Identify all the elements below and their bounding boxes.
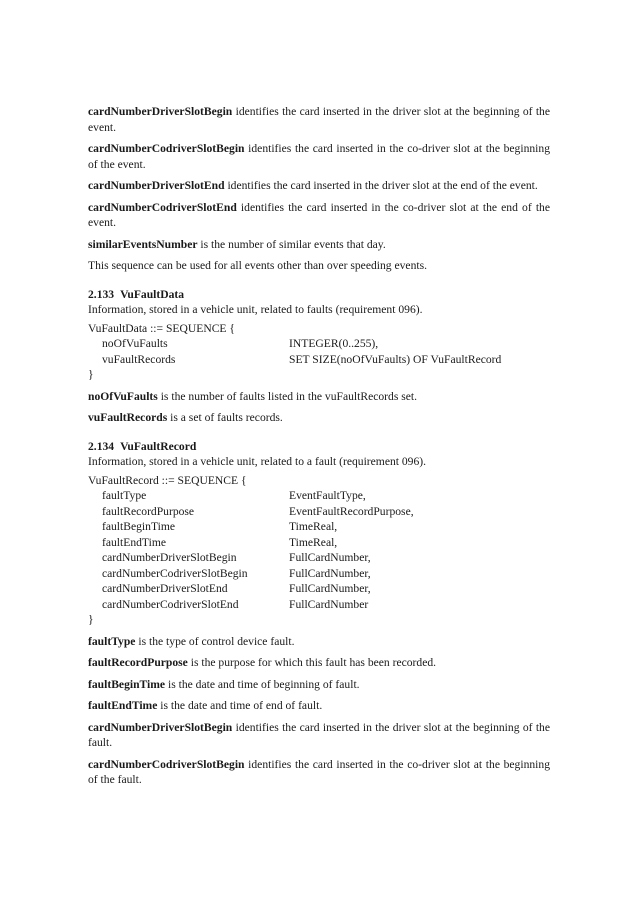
- definition-paragraph: [88, 698, 550, 714]
- definition-text: identifies the card inserted in the driver slot at the beginning of the fault.: [88, 720, 550, 749]
- page-content: [88, 104, 550, 794]
- definition-paragraph: [88, 634, 550, 650]
- section-description: Information, stored in a vehicle unit, related to a fault (requirement 096).: [88, 455, 427, 468]
- definition-term: cardNumberDriverSlotBegin: [88, 105, 233, 118]
- definition-text: is the purpose for which this fault has been recorded.: [187, 656, 437, 669]
- field-name: vuFaultRecords: [102, 352, 176, 366]
- section-title: VuFaultData: [120, 287, 185, 301]
- section-description: Information, stored in a vehicle unit, related to faults (requirement 096).: [88, 303, 423, 316]
- definition-text: identifies the card inserted in the co-driver slot at the beginning of the event.: [88, 142, 550, 171]
- definition-term: cardNumberCodriverSlotEnd: [88, 200, 237, 214]
- field-name: faultBeginTime: [102, 520, 175, 533]
- definition-term: noOfVuFaults: [88, 389, 158, 403]
- definition-text: is the type of control device fault.: [135, 634, 295, 648]
- field-type: TimeReal,: [289, 520, 338, 533]
- definition-text: is the date and time of beginning of fault.: [165, 677, 360, 691]
- definition-paragraph: [88, 720, 550, 751]
- definition-text: is the date and time of end of fault.: [157, 699, 323, 712]
- definition-paragraph: [88, 677, 550, 693]
- field-type: INTEGER(0..255),: [289, 337, 379, 350]
- sequence-open: VuFaultData ::= SEQUENCE {: [88, 321, 235, 335]
- field-name: faultEndTime: [102, 535, 166, 549]
- definition-term: faultBeginTime: [88, 677, 166, 691]
- field-type: FullCardNumber,: [289, 566, 371, 580]
- sequence-open: VuFaultRecord ::= SEQUENCE {: [88, 473, 247, 487]
- definition-text: is the number of similar events that day.: [197, 237, 386, 251]
- field-name: faultType: [102, 489, 147, 502]
- definition-paragraph: [88, 141, 550, 172]
- definition-text: is the number of faults listed in the vuFaultRecords set.: [157, 389, 418, 403]
- definition-term: faultEndTime: [88, 699, 158, 712]
- field-type: FullCardNumber,: [289, 551, 371, 564]
- definition-paragraph: [88, 757, 550, 788]
- sequence-field: [88, 597, 550, 613]
- sequence-field: [88, 535, 550, 551]
- definition-term: cardNumberCodriverSlotBegin: [88, 142, 245, 155]
- sequence-field: [88, 504, 550, 520]
- sequence-field: [88, 581, 550, 597]
- definition-term: cardNumberDriverSlotEnd: [88, 179, 225, 192]
- definition-term: similarEventsNumber: [88, 237, 198, 251]
- definition-text: identifies the card inserted in the driver slot at the beginning of the event.: [88, 105, 550, 134]
- sequence-field: [88, 336, 550, 352]
- field-type: FullCardNumber,: [289, 582, 371, 595]
- section-heading: [88, 287, 550, 303]
- section-number: 2.133: [88, 287, 115, 301]
- definition-term: cardNumberDriverSlotBegin: [88, 720, 233, 734]
- definition-paragraph: [88, 389, 550, 405]
- sequence-field: [88, 566, 550, 582]
- sequence-close: }: [88, 368, 94, 381]
- sequence-usage-note: This sequence can be used for all events other than over speeding events.: [88, 259, 427, 272]
- definition-paragraph: [88, 200, 550, 231]
- section-title: VuFaultRecord: [120, 439, 197, 453]
- definition-term: faultRecordPurpose: [88, 656, 188, 669]
- definition-term: faultType: [88, 634, 136, 648]
- field-name: cardNumberDriverSlotEnd: [102, 582, 228, 595]
- section-heading: [88, 439, 550, 455]
- field-type: EventFaultType,: [289, 489, 366, 502]
- field-name: faultRecordPurpose: [102, 504, 195, 518]
- definition-text: is a set of faults records.: [167, 411, 283, 424]
- definition-paragraph: [88, 655, 550, 671]
- definition-paragraph: [88, 178, 550, 194]
- sequence-field: [88, 519, 550, 535]
- sequence-field: [88, 352, 550, 368]
- definition-text: identifies the card inserted in the co-driver slot at the beginning of the fault.: [88, 757, 550, 786]
- field-type: EventFaultRecordPurpose,: [289, 504, 414, 518]
- sequence-field: [88, 488, 550, 504]
- field-type: SET SIZE(noOfVuFaults) OF VuFaultRecord: [289, 352, 502, 366]
- field-name: cardNumberCodriverSlotBegin: [102, 566, 248, 580]
- definition-paragraph: [88, 237, 550, 253]
- definition-term: vuFaultRecords: [88, 411, 168, 424]
- field-name: cardNumberDriverSlotBegin: [102, 551, 237, 564]
- definition-paragraph: [88, 410, 550, 426]
- field-type: FullCardNumber: [289, 597, 369, 611]
- field-name: noOfVuFaults: [102, 337, 168, 350]
- definition-text: identifies the card inserted in the driver slot at the end of the event.: [224, 179, 538, 192]
- field-name: cardNumberCodriverSlotEnd: [102, 597, 239, 611]
- definition-text: identifies the card inserted in the co-driver slot at the end of the event.: [88, 200, 550, 229]
- field-type: TimeReal,: [289, 535, 338, 549]
- definition-paragraph: [88, 104, 550, 135]
- section-number: 2.134: [88, 439, 115, 453]
- sequence-close: }: [88, 613, 94, 626]
- sequence-field: [88, 550, 550, 566]
- definition-term: cardNumberCodriverSlotBegin: [88, 757, 245, 771]
